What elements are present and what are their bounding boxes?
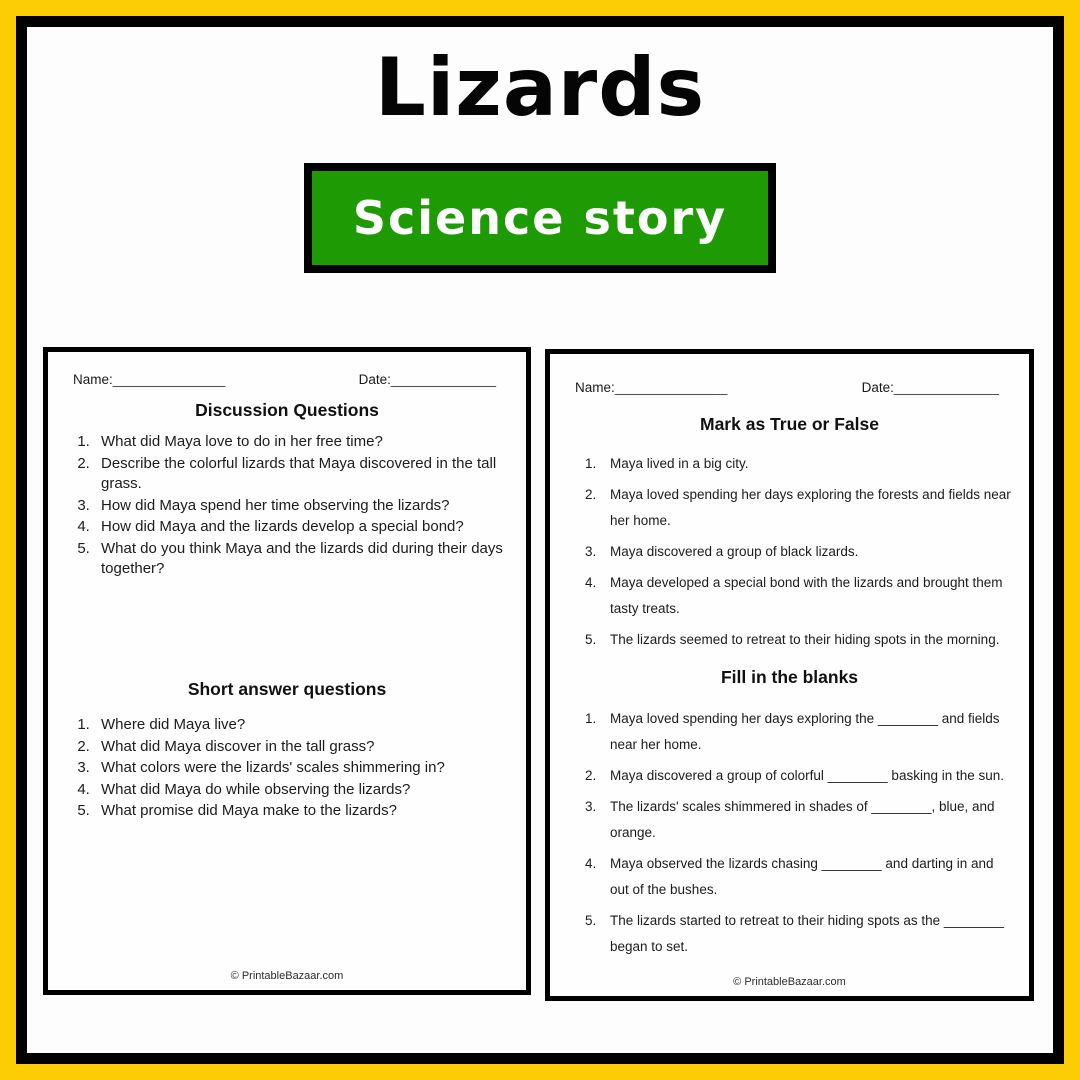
worksheet-page-1-inner	[48, 352, 526, 990]
content-area	[27, 27, 1053, 1053]
date-label: Date:	[358, 372, 391, 387]
name-field	[575, 380, 727, 395]
list-item: 3. How did Maya spend her time observing the lizards?	[94, 496, 512, 517]
name-blank-line: _______________	[614, 380, 728, 395]
list-item: 4. Maya developed a special bond with the lizards and brought them tasty treats.	[600, 570, 1015, 622]
worksheet-page-discussion	[43, 347, 531, 995]
list-item: 5. The lizards seemed to retreat to their hiding spots in the morning.	[600, 627, 1015, 653]
section-heading-discussion-questions: Discussion Questions	[195, 400, 379, 420]
list-item: 3. What colors were the lizards' scales shimmering in?	[94, 758, 512, 779]
list-item: 4. What did Maya do while observing the lizards?	[94, 780, 512, 801]
list-item: 2. What did Maya discover in the tall grass?	[94, 737, 512, 758]
list-item: 4. How did Maya and the lizards develop a special bond?	[94, 517, 512, 538]
list-item: 3. The lizards' scales shimmered in shades of ________, blue, and orange.	[600, 794, 1015, 846]
short-answer-questions-list	[64, 715, 512, 823]
worksheet-page-truefalse-blanks	[545, 349, 1034, 1001]
list-item: 5. What promise did Maya make to the lizards?	[94, 801, 512, 822]
list-item: 1. Maya lived in a big city.	[600, 451, 1015, 477]
section-heading-short-answer: Short answer questions	[187, 679, 387, 699]
date-label: Date:	[861, 380, 894, 395]
date-blank-line: ______________	[893, 380, 999, 395]
list-item: 4. Maya observed the lizards chasing ________ and darting in and out of the bushes.	[600, 851, 1015, 903]
date-field	[862, 380, 999, 395]
copyright-footer: © PrintableBazaar.com	[733, 976, 846, 988]
list-item: 1. Where did Maya live?	[94, 715, 512, 736]
section-heading-fill-blanks: Fill in the blanks	[720, 667, 859, 687]
list-item: 5. The lizards started to retreat to their hiding spots as the ________ began to set.	[600, 908, 1015, 960]
subject-banner-label: Science story	[352, 191, 728, 245]
list-item: 2. Describe the colorful lizards that Maya discovered in the tall grass.	[94, 454, 512, 495]
fill-in-the-blanks-list	[572, 706, 1015, 965]
name-label: Name:	[575, 380, 615, 395]
date-field	[359, 372, 496, 387]
copyright-footer: © PrintableBazaar.com	[230, 970, 344, 982]
page-title: Lizards	[374, 41, 706, 134]
list-item: 2. Maya loved spending her days exploring the forests and fields near her home.	[600, 482, 1015, 534]
name-blank-line: _______________	[112, 372, 226, 387]
list-item: 2. Maya discovered a group of colorful ________ basking in the sun.	[600, 763, 1015, 789]
name-label: Name:	[73, 372, 113, 387]
list-item: 1. Maya loved spending her days exploring the ________ and fields near her home.	[600, 706, 1015, 758]
worksheet-page-2-inner	[550, 354, 1029, 996]
name-date-row	[73, 372, 496, 387]
list-item: 5. What do you think Maya and the lizards did during their days together?	[94, 539, 512, 580]
true-false-list	[572, 451, 1015, 658]
list-item: 3. Maya discovered a group of black lizards.	[600, 539, 1015, 565]
list-item: 1. What did Maya love to do in her free time?	[94, 432, 512, 453]
name-date-row	[575, 380, 999, 395]
subject-banner	[304, 163, 776, 273]
section-heading-true-false: Mark as True or False	[700, 414, 879, 434]
date-blank-line: ______________	[390, 372, 496, 387]
discussion-questions-list	[64, 432, 512, 581]
name-field	[73, 372, 225, 387]
